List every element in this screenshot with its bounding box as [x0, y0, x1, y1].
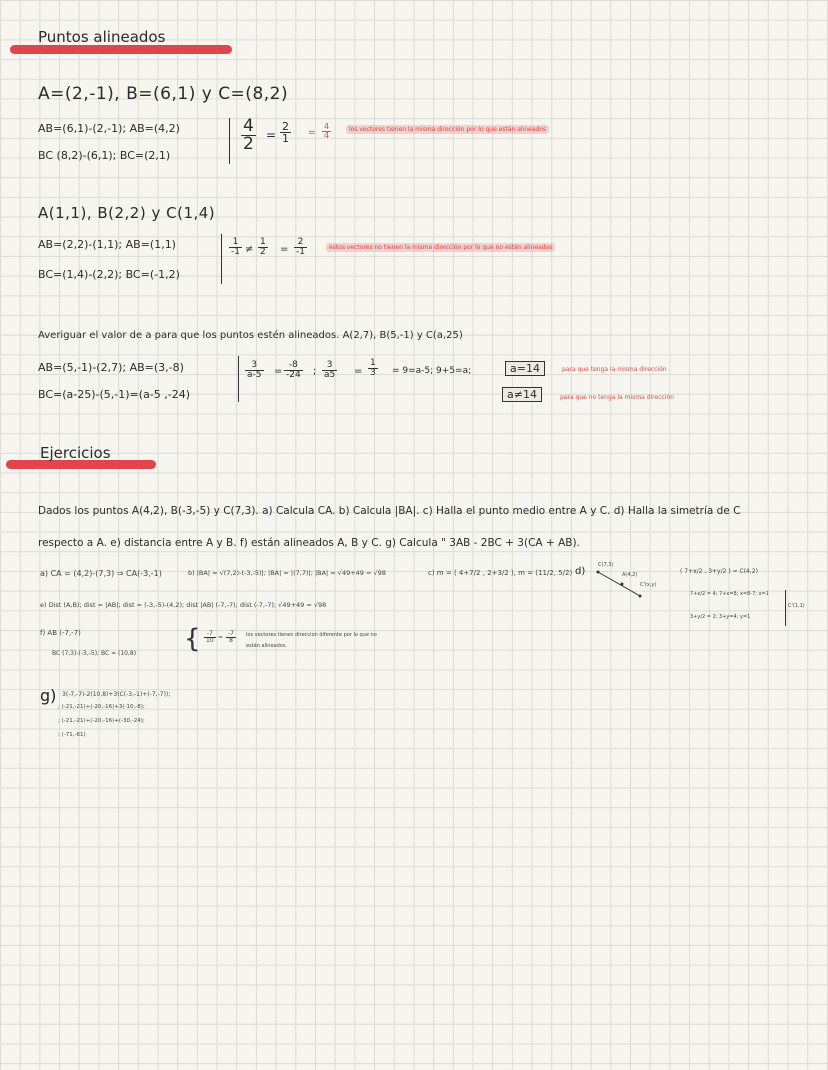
- d-point-c: C(7,3): [598, 562, 614, 568]
- ex1-points: A=(2,-1), B=(6,1) y C=(8,2): [38, 84, 289, 104]
- ex3-frac3: $\frac{3}{a5}$: [324, 360, 336, 380]
- ex2-frac1: $\frac{1}{-1}$: [231, 237, 240, 257]
- answer-b: b) |BA| = √(7,2)-(-3,-5)|; |BA| = |(7,7)|; |BA| = √49+49 = √98: [188, 569, 386, 577]
- ex2-divider: [221, 234, 222, 284]
- f-note2: están alineados.: [246, 643, 288, 649]
- ex3-semicolon: ;: [313, 366, 317, 377]
- answer-g-line3: ; (-21,-21)+(-20,-16)+(-30,-24);: [58, 718, 145, 724]
- d-result2: 7+x/2 = 4; 7+x=8; x=8-7; x=1: [690, 591, 769, 597]
- ex3-bc: BC=(a-25)-(5,-1)=(a-5 ,-24): [38, 388, 191, 401]
- ex1-eq2: =: [308, 128, 316, 138]
- answer-d-label: d): [575, 566, 586, 577]
- ex2-frac2: $\frac{1}{2}$: [260, 237, 266, 257]
- ex3-eq2: =: [354, 366, 363, 377]
- ex2-neq: ≠: [245, 244, 254, 255]
- ex3-answer-box-neq: a≠14: [502, 387, 542, 402]
- ex2-points: A(1,1), B(2,2) y C(1,4): [38, 204, 216, 222]
- section-title-ejercicios: Ejercicios: [40, 444, 111, 462]
- ex2-bc: BC=(1,4)-(2,2); BC=(-1,2): [38, 268, 180, 281]
- d-result4: C'(1,1): [788, 603, 805, 609]
- ex3-eq1: =: [274, 366, 283, 377]
- answer-g-line2: ; (-21,-21)+(-20,-16)+3(-10,-8);: [58, 704, 145, 710]
- ex3-note1: para que tenga la misma dirección: [562, 366, 667, 373]
- ex2-note: estos vectores no tienen la misma dirección por lo que no están alineados: [326, 243, 555, 252]
- ex2-frac3: $\frac{2}{-1}$: [296, 237, 305, 257]
- answer-a: a) CA = (4,2)-(7,3) ⇒ CA(-3,-1): [40, 569, 162, 578]
- ex1-ab: AB=(6,1)-(2,-1); AB=(4,2): [38, 122, 180, 135]
- ex1-eq1: =: [266, 128, 277, 142]
- f-eq: =: [218, 634, 224, 641]
- d-result1: ( 7+x/2 , 3+y/2 ) = C(4,2): [680, 568, 758, 575]
- f-frac1: $\frac{-7}{10}$: [206, 630, 214, 644]
- answer-f-ab: f) AB (-7,-7): [40, 629, 81, 637]
- answer-g-line4: ; (-71,-61): [58, 732, 86, 738]
- ex2-eq: =: [280, 244, 289, 255]
- answer-c: c) m = ( 4+7/2 , 2+3/2 ), m = (11/2, 5/2): [428, 569, 573, 577]
- exercise-statement-line2: respecto a A. e) distancia entre A y B. f) están alineados A, B y C. g) Calcula " 3AB - 2BC + 3(CA + AB).: [38, 537, 580, 549]
- answer-f-bc: BC (7,3)-(-3,-5); BC = (10,8): [52, 650, 137, 657]
- ex2-ab: AB=(2,2)-(1,1); AB=(1,1): [38, 238, 176, 251]
- answer-g-label: g): [40, 686, 57, 705]
- ex3-frac4: $\frac{1}{3}$: [370, 358, 376, 378]
- ex1-frac3: $\frac{4}{4}$: [324, 122, 330, 140]
- d-point-c2: C'(x,y): [640, 582, 657, 588]
- ex3-answer-box: a=14: [505, 361, 545, 376]
- d-result3: 3+y/2 = 2; 3+y=4; y=1: [690, 614, 751, 620]
- d-point-a: A(4,2): [622, 572, 638, 578]
- ex1-frac1: $\frac{4}{2}$: [243, 116, 255, 154]
- ex3-frac1: $\frac{3}{a-5}$: [247, 360, 262, 380]
- ex1-divider: [229, 118, 230, 164]
- ex1-note: los vectores tienen la misma dirección por lo que están alineados: [346, 125, 549, 134]
- ex1-frac2: $\frac{2}{1}$: [282, 120, 289, 145]
- ex3-equation: = 9=a-5; 9+5=a;: [392, 366, 472, 376]
- title-highlight-bar: [10, 45, 232, 54]
- f-brace: {: [184, 624, 201, 654]
- ex3-divider: [238, 356, 239, 402]
- section-title-puntos-alineados: Puntos alineados: [38, 28, 166, 46]
- ex3-statement: Averiguar el valor de a para que los puntos estén alineados. A(2,7), B(5,-1) y C(a,25): [38, 330, 463, 341]
- f-note1: los vectores tienen dirección diferente por lo que no: [246, 632, 377, 638]
- ex3-ab: AB=(5,-1)-(2,7); AB=(3,-8): [38, 361, 184, 374]
- f-frac2: $\frac{-7}{8}$: [228, 630, 234, 644]
- d-bracket: [785, 590, 786, 626]
- ex1-bc: BC (8,2)-(6,1); BC=(2,1): [38, 149, 171, 162]
- answer-e: e) Dist (A,B); dist = |AB|; dist = (-3,-5)-(4,2); dist |AB| (-7,-7); dist (-7,-7); √49+49 = √98: [40, 601, 327, 609]
- ex3-frac2: $\frac{-8}{-24}$: [286, 360, 301, 380]
- answer-g-line1: 3(-7,-7)-2(10,8)+3(C(-3,-1)+(-7,-7));: [62, 691, 171, 698]
- ex3-note2: para que no tenga la misma dirección: [560, 394, 674, 401]
- exercise-statement-line1: Dados los puntos A(4,2), B(-3,-5) y C(7,3). a) Calcula CA. b) Calcula |BA|. c) Halla el punto medio entre A y C. d) Halla la simetría de C: [38, 505, 741, 517]
